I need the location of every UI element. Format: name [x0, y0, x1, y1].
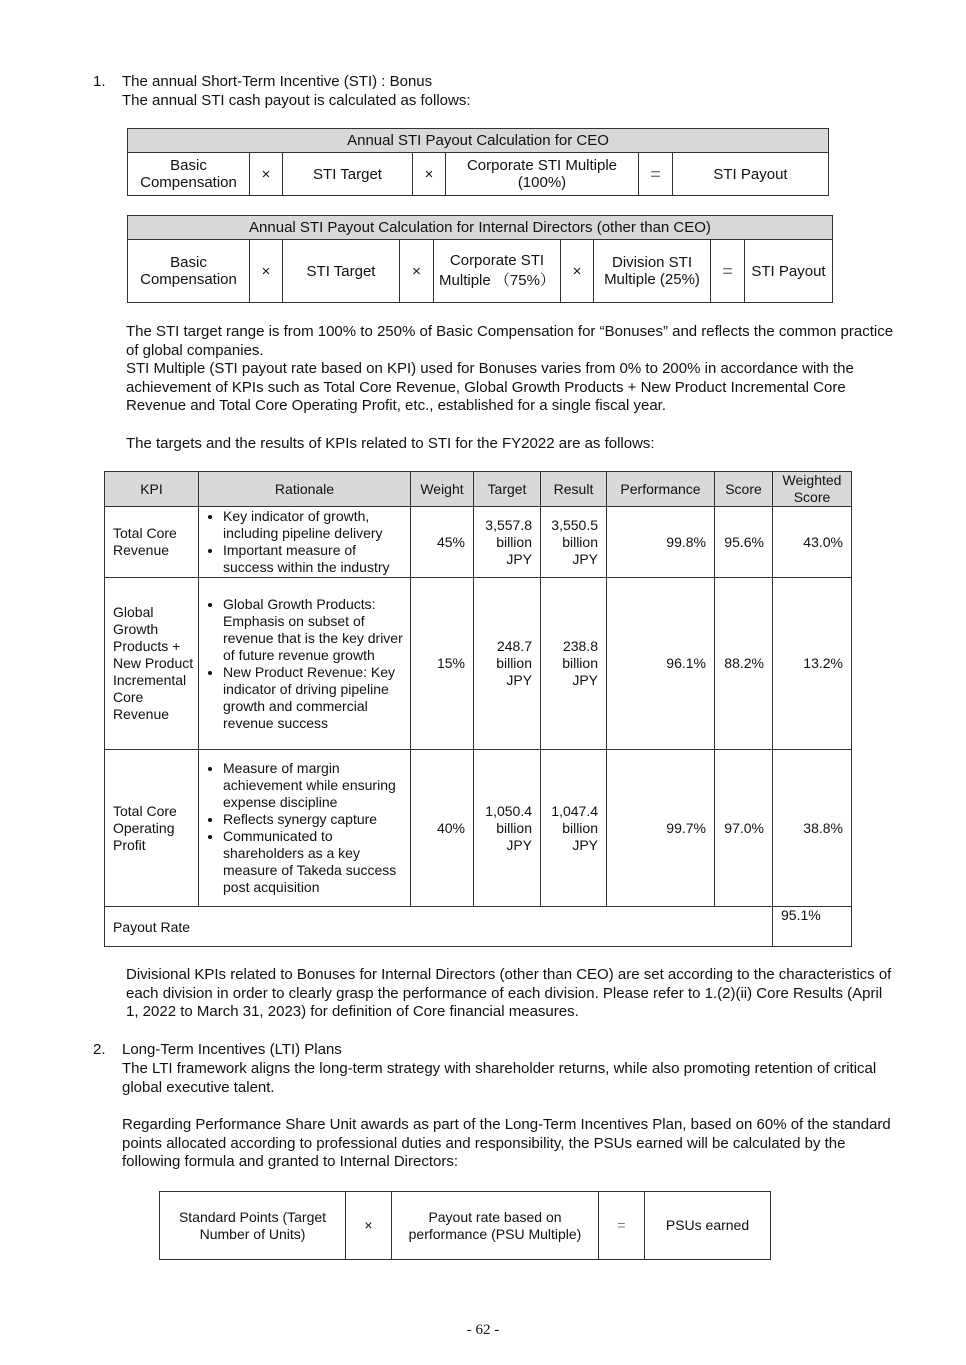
section2-title: Long-Term Incentives (LTI) Plans: [122, 1041, 342, 1058]
psu-multiple: Payout rate based on performance (PSU Multiple): [392, 1192, 599, 1260]
table-row: [105, 750, 852, 907]
weighted-score: 13.2%: [773, 578, 852, 750]
ceo-formula-table: [127, 128, 829, 196]
performance: 96.1%: [607, 578, 715, 750]
performance: 99.7%: [607, 750, 715, 907]
psu-formula-table: [159, 1191, 771, 1260]
standard-points: Standard Points (Target Number of Units): [160, 1192, 346, 1260]
rationale-item: • New Product Revenue: Key indicator of driving pipeline growth and commercial revenue success: [223, 664, 406, 732]
multiply-sign: ×: [413, 153, 446, 196]
score: 95.6%: [715, 507, 773, 578]
col-header: KPI: [105, 472, 199, 507]
col-header: Result: [541, 472, 607, 507]
kpi-table: [104, 471, 852, 947]
target: 1,050.4 billion JPY: [474, 750, 541, 907]
col-header: Rationale: [199, 472, 411, 507]
payout-row: [105, 907, 852, 947]
director-table-title: Annual STI Payout Calculation for Internal Directors (other than CEO): [128, 216, 833, 240]
sti-target: STI Target: [283, 240, 400, 303]
basic-compensation: Basic Compensation: [128, 240, 250, 303]
sti-target: STI Target: [283, 153, 413, 196]
equals-sign: =: [599, 1192, 645, 1260]
table-row: [105, 507, 852, 578]
page-number: - 62 -: [466, 1322, 500, 1338]
weighted-score: 38.8%: [773, 750, 852, 907]
division-sti-multiple: Division STI Multiple (25%): [594, 240, 711, 303]
sti-payout: STI Payout: [745, 240, 833, 303]
table-row: [105, 578, 852, 750]
multiply-sign: ×: [561, 240, 594, 303]
target: 248.7 billion JPY: [474, 578, 541, 750]
result: 1,047.4 billion JPY: [541, 750, 607, 907]
weighted-score: 43.0%: [773, 507, 852, 578]
rationale-item: • Communicated to shareholders as a key measure of Takeda success post acquisition: [223, 828, 406, 896]
kpi-name: Total Core Revenue: [105, 507, 199, 578]
score: 97.0%: [715, 750, 773, 907]
multiply-sign: ×: [400, 240, 434, 303]
col-header: Score: [715, 472, 773, 507]
equals-sign: =: [639, 153, 673, 196]
score: 88.2%: [715, 578, 773, 750]
rationale-item: • Key indicator of growth, including pipeline delivery: [223, 508, 406, 542]
result: 3,550.5 billion JPY: [541, 507, 607, 578]
equals-sign: =: [711, 240, 745, 303]
rationale-item: • Important measure of success within the industry: [223, 542, 406, 576]
multiply-sign: ×: [250, 153, 283, 196]
payout-rate-value: 95.1%: [773, 907, 852, 947]
kpi-name: Total Core Operating Profit: [105, 750, 199, 907]
kpi-intro-text: The targets and the results of KPIs related to STI for the FY2022 are as follows:: [126, 435, 655, 452]
performance: 99.8%: [607, 507, 715, 578]
payout-rate-label: Payout Rate: [105, 907, 773, 947]
weight: 40%: [411, 750, 474, 907]
psus-earned: PSUs earned: [645, 1192, 771, 1260]
sti-multiple-text: STI Multiple (STI payout rate based on KPI) used for Bonuses varies from 0% to 200% in accordance with the achievement of KPIs such as Total Core Revenue, Global Growth Products + New Product Incremental Core Revenue and Total Core Operating Profit, etc., established for a single fiscal year.: [126, 360, 854, 415]
rationale-item: • Global Growth Products: Emphasis on subset of revenue that is the key driver of future revenue growth: [223, 596, 406, 664]
section2-intro: The LTI framework aligns the long-term strategy with shareholder returns, while also promoting retention of critical global executive talent.: [122, 1060, 877, 1096]
director-formula-table: [127, 215, 833, 303]
result: 238.8 billion JPY: [541, 578, 607, 750]
section2-number: 2.: [93, 1041, 106, 1058]
col-header: Weighted Score: [773, 472, 852, 507]
weight: 45%: [411, 507, 474, 578]
kpi-name: Global Growth Products + New Product Incremental Core Revenue: [105, 578, 199, 750]
col-header: Target: [474, 472, 541, 507]
section1-title: The annual Short-Term Incentive (STI) : Bonus: [122, 73, 433, 90]
multiply-sign: ×: [346, 1192, 392, 1260]
divisional-kpi-text: Divisional KPIs related to Bonuses for Internal Directors (other than CEO) are set according to the characteristics of each division in order to clearly grasp the performance of each division. Please refer to 1.(2)(ii) Core Results (April 1, 2022 to March 31, 2023) for definition of Core financial measures.: [126, 966, 892, 1021]
sti-target-range-text: The STI target range is from 100% to 250% of Basic Compensation for “Bonuses” and reflects the common practice of global companies.: [126, 323, 894, 359]
col-header: Weight: [411, 472, 474, 507]
target: 3,557.8 billion JPY: [474, 507, 541, 578]
sti-payout: STI Payout: [673, 153, 829, 196]
corporate-sti-multiple: Corporate STI Multiple （75%）: [434, 240, 561, 303]
corporate-sti-multiple: Corporate STI Multiple (100%): [446, 153, 639, 196]
ceo-table-title: Annual STI Payout Calculation for CEO: [128, 129, 829, 153]
weight: 15%: [411, 578, 474, 750]
section1-intro: The annual STI cash payout is calculated as follows:: [122, 92, 471, 109]
col-header: Performance: [607, 472, 715, 507]
rationale-item: • Measure of margin achievement while ensuring expense discipline: [223, 760, 406, 811]
rationale-item: • Reflects synergy capture: [223, 811, 406, 828]
basic-compensation: Basic Compensation: [128, 153, 250, 196]
section1-number: 1.: [93, 73, 106, 90]
multiply-sign: ×: [250, 240, 283, 303]
section2-psu-text: Regarding Performance Share Unit awards as part of the Long-Term Incentives Plan, based on 60% of the standard points allocated according to professional duties and responsibility, the PSUs earned will be calculated by the following formula and granted to Internal Directors:: [122, 1116, 891, 1171]
